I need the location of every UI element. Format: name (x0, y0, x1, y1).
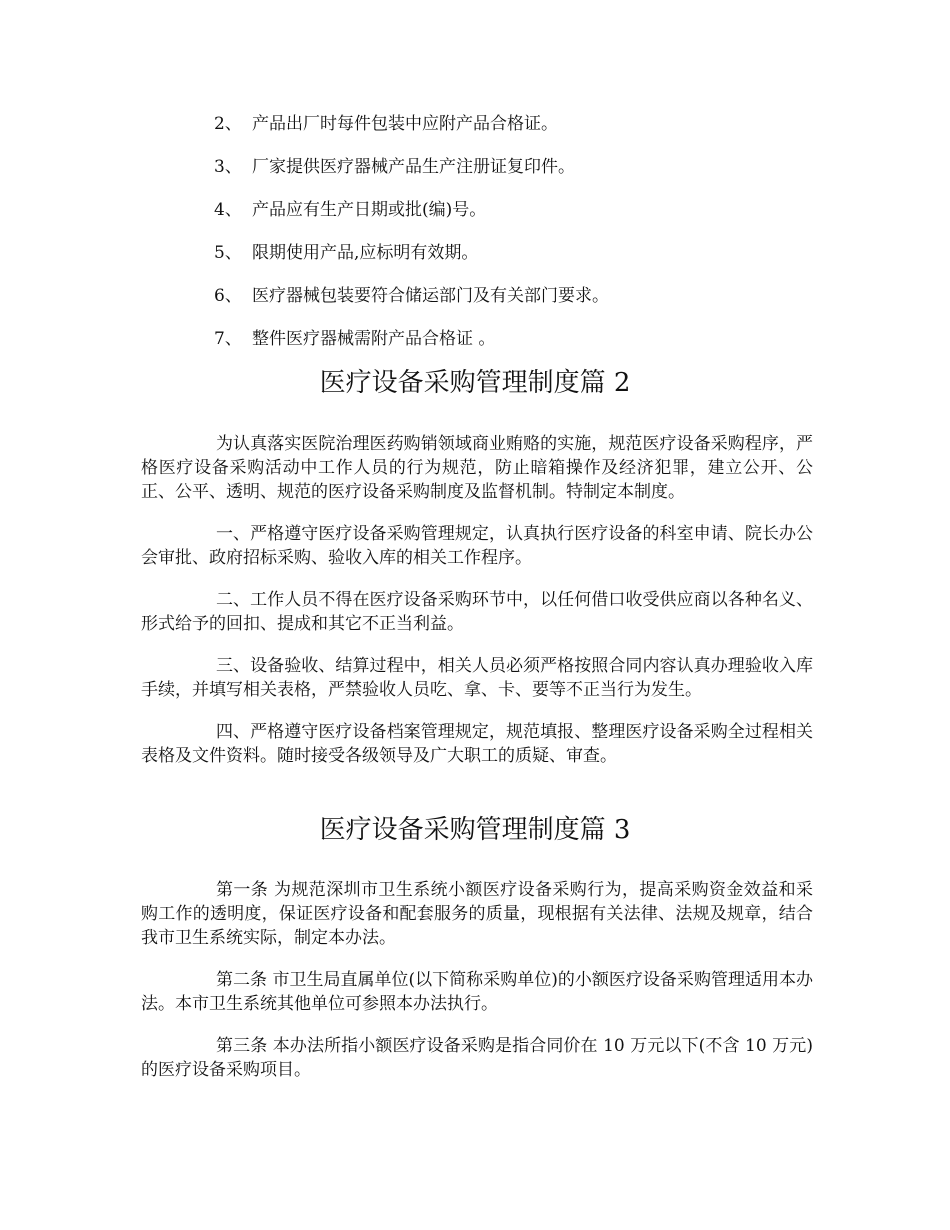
requirements-list (214, 112, 814, 370)
list-item-text: 产品应有生产日期或批(编)号。 (252, 200, 487, 220)
list-item-text: 医疗器械包装要符合储运部门及有关部门要求。 (252, 286, 609, 306)
section-2-title: 医疗设备采购管理制度篇 2 (319, 368, 631, 398)
list-item-number: 5、 (214, 243, 242, 263)
list-item-number: 4、 (214, 200, 242, 220)
paragraph: 第一条 为规范深圳市卫生系统小额医疗设备采购行为，提高采购资金效益和采购工作的透明度，保证医疗设备和配套服务的质量，现根据有关法律、法规及规章，结合我市卫生系统实际，制定本办法。 (141, 880, 813, 948)
list-item (214, 284, 814, 327)
list-item (214, 155, 814, 198)
list-item (214, 241, 814, 284)
list-item (214, 198, 814, 241)
list-item-number: 2、 (214, 114, 242, 134)
list-item-text: 整件医疗器械需附产品合格证 。 (252, 329, 496, 349)
list-item-text: 产品出厂时每件包装中应附产品合格证。 (252, 114, 558, 134)
paragraph: 第三条 本办法所指小额医疗设备采购是指合同价在 10 万元以下(不含 10 万元)的医疗设备采购项目。 (141, 1036, 813, 1080)
paragraph: 三、设备验收、结算过程中，相关人员必须严格按照合同内容认真办理验收入库手续，并填写相关表格，严禁验收人员吃、拿、卡、要等不正当行为发生。 (141, 656, 813, 700)
list-item (214, 327, 814, 370)
list-item-text: 限期使用产品,应标明有效期。 (252, 243, 479, 263)
section-3-title: 医疗设备采购管理制度篇 3 (319, 815, 631, 845)
list-item-number: 6、 (214, 286, 242, 306)
list-item-number: 7、 (214, 329, 242, 349)
paragraph: 为认真落实医院治理医药购销领域商业贿赂的实施，规范医疗设备采购程序，严格医疗设备采购活动中工作人员的行为规范，防止暗箱操作及经济犯罪，建立公开、公正、公平、透明、规范的医疗设备采购制度及监督机制。特制定本制度。 (141, 434, 813, 502)
paragraph: 一、严格遵守医疗设备采购管理规定，认真执行医疗设备的科室申请、院长办公会审批、政府招标采购、验收入库的相关工作程序。 (141, 524, 813, 568)
list-item-number: 3、 (214, 157, 242, 177)
section-3-body (141, 878, 813, 1100)
paragraph: 二、工作人员不得在医疗设备采购环节中，以任何借口收受供应商以各种名义、形式给予的回扣、提成和其它不正当利益。 (141, 590, 813, 634)
list-item-text: 厂家提供医疗器械产品生产注册证复印件。 (252, 157, 575, 177)
paragraph: 第二条 市卫生局直属单位(以下简称采购单位)的小额医疗设备采购管理适用本办法。本市卫生系统其他单位可参照本办法执行。 (141, 970, 813, 1014)
list-item (214, 112, 814, 155)
section-2-body (141, 432, 813, 786)
paragraph: 四、严格遵守医疗设备档案管理规定，规范填报、整理医疗设备采购全过程相关表格及文件资料。随时接受各级领导及广大职工的质疑、审查。 (141, 722, 813, 766)
